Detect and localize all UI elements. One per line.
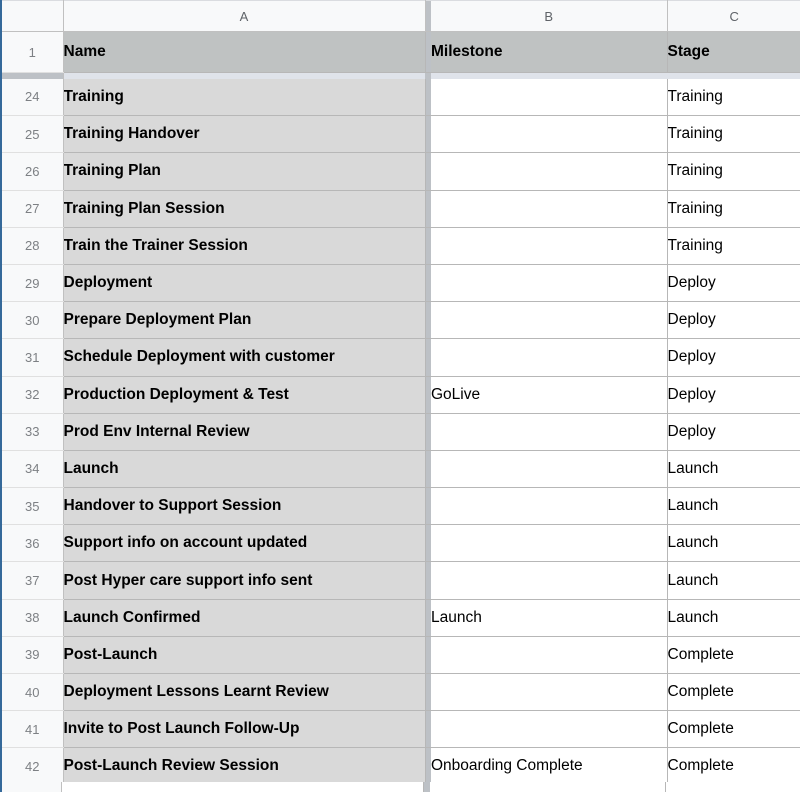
table-row — [1, 711, 800, 748]
cell-name[interactable]: Post Hyper care support info sent — [63, 562, 425, 599]
table-row — [1, 376, 800, 413]
header-cell-stage[interactable]: Stage — [667, 32, 800, 73]
cell-stage[interactable]: Launch — [667, 599, 800, 636]
header-cell-name[interactable]: Name — [63, 32, 425, 73]
row-header[interactable]: 24 — [1, 79, 63, 116]
row-header[interactable]: 41 — [1, 711, 63, 748]
filler-column-a — [62, 782, 424, 792]
cell-stage[interactable]: Deploy — [667, 264, 800, 301]
cell-name[interactable]: Post-Launch Review Session — [63, 748, 425, 785]
header-cell-milestone[interactable]: Milestone — [431, 32, 667, 73]
table-row — [1, 599, 800, 636]
cell-milestone[interactable] — [431, 302, 667, 339]
cell-stage[interactable]: Training — [667, 227, 800, 264]
cell-milestone[interactable] — [431, 339, 667, 376]
cell-name[interactable]: Handover to Support Session — [63, 488, 425, 525]
table-row — [1, 264, 800, 301]
column-header-a[interactable]: A — [63, 1, 425, 32]
grid-bottom-filler — [0, 782, 800, 792]
cell-stage[interactable]: Deploy — [667, 339, 800, 376]
table-row — [1, 339, 800, 376]
cell-name[interactable]: Training Handover — [63, 116, 425, 153]
filler-column-b — [430, 782, 666, 792]
row-header[interactable]: 25 — [1, 116, 63, 153]
table-row — [1, 525, 800, 562]
filler-column-c — [666, 782, 800, 792]
row-header[interactable]: 27 — [1, 190, 63, 227]
column-header-row — [1, 1, 800, 32]
filler-row-header — [0, 782, 62, 792]
row-header[interactable]: 38 — [1, 599, 63, 636]
row-header[interactable]: 42 — [1, 748, 63, 785]
table-row — [1, 413, 800, 450]
table-row — [1, 153, 800, 190]
cell-name[interactable]: Deployment — [63, 264, 425, 301]
cell-milestone[interactable] — [431, 264, 667, 301]
cell-stage[interactable]: Launch — [667, 525, 800, 562]
row-header[interactable]: 31 — [1, 339, 63, 376]
cell-name[interactable]: Prepare Deployment Plan — [63, 302, 425, 339]
table-row — [1, 79, 800, 116]
cell-stage[interactable]: Training — [667, 116, 800, 153]
row-header[interactable]: 36 — [1, 525, 63, 562]
cell-milestone[interactable] — [431, 674, 667, 711]
header-row-1 — [1, 32, 800, 73]
table-row — [1, 227, 800, 264]
cell-stage[interactable]: Complete — [667, 748, 800, 785]
table-row — [1, 450, 800, 487]
cell-stage[interactable]: Complete — [667, 636, 800, 673]
cell-name[interactable]: Training — [63, 79, 425, 116]
cell-stage[interactable]: Launch — [667, 450, 800, 487]
cell-milestone[interactable] — [431, 190, 667, 227]
cell-name[interactable]: Production Deployment & Test — [63, 376, 425, 413]
cell-milestone[interactable]: Onboarding Complete — [431, 748, 667, 785]
row-header[interactable]: 32 — [1, 376, 63, 413]
cell-milestone[interactable] — [431, 525, 667, 562]
cell-stage[interactable]: Training — [667, 79, 800, 116]
row-header[interactable]: 26 — [1, 153, 63, 190]
cell-milestone[interactable] — [431, 413, 667, 450]
cell-stage[interactable]: Launch — [667, 488, 800, 525]
cell-stage[interactable]: Training — [667, 190, 800, 227]
row-header[interactable]: 29 — [1, 264, 63, 301]
table-row — [1, 674, 800, 711]
cell-milestone[interactable] — [431, 450, 667, 487]
cell-stage[interactable]: Deploy — [667, 413, 800, 450]
cell-name[interactable]: Deployment Lessons Learnt Review — [63, 674, 425, 711]
column-header-c[interactable]: C — [667, 1, 800, 32]
cell-name[interactable]: Support info on account updated — [63, 525, 425, 562]
cell-name[interactable]: Invite to Post Launch Follow-Up — [63, 711, 425, 748]
cell-name[interactable]: Schedule Deployment with customer — [63, 339, 425, 376]
cell-milestone[interactable]: Launch — [431, 599, 667, 636]
cell-milestone[interactable] — [431, 711, 667, 748]
cell-stage[interactable]: Complete — [667, 674, 800, 711]
cell-milestone[interactable] — [431, 227, 667, 264]
cell-milestone[interactable] — [431, 488, 667, 525]
cell-stage[interactable]: Training — [667, 153, 800, 190]
cell-name[interactable]: Training Plan Session — [63, 190, 425, 227]
cell-milestone[interactable]: GoLive — [431, 376, 667, 413]
cell-milestone[interactable] — [431, 116, 667, 153]
cell-name[interactable]: Post-Launch — [63, 636, 425, 673]
cell-milestone[interactable] — [431, 636, 667, 673]
select-all-corner[interactable] — [1, 1, 63, 32]
table-row — [1, 488, 800, 525]
cell-name[interactable]: Training Plan — [63, 153, 425, 190]
cell-stage[interactable]: Launch — [667, 562, 800, 599]
row-header[interactable]: 33 — [1, 413, 63, 450]
cell-name[interactable]: Launch — [63, 450, 425, 487]
row-header[interactable]: 30 — [1, 302, 63, 339]
row-header-1[interactable]: 1 — [1, 32, 63, 73]
row-header[interactable]: 39 — [1, 636, 63, 673]
table-row — [1, 302, 800, 339]
column-header-b[interactable]: B — [431, 1, 667, 32]
cell-stage[interactable]: Deploy — [667, 302, 800, 339]
sheet-body — [1, 1, 800, 786]
cell-name[interactable]: Prod Env Internal Review — [63, 413, 425, 450]
cell-name[interactable]: Launch Confirmed — [63, 599, 425, 636]
row-header[interactable]: 35 — [1, 488, 63, 525]
row-header[interactable]: 40 — [1, 674, 63, 711]
cell-milestone[interactable] — [431, 562, 667, 599]
cell-stage[interactable]: Complete — [667, 711, 800, 748]
cell-milestone[interactable] — [431, 79, 667, 116]
table-row — [1, 748, 800, 785]
table-row — [1, 116, 800, 153]
table-row — [1, 636, 800, 673]
cell-stage[interactable]: Deploy — [667, 376, 800, 413]
table-row — [1, 562, 800, 599]
row-header[interactable]: 37 — [1, 562, 63, 599]
cell-name[interactable]: Train the Trainer Session — [63, 227, 425, 264]
table-row — [1, 190, 800, 227]
row-header[interactable]: 28 — [1, 227, 63, 264]
cell-milestone[interactable] — [431, 153, 667, 190]
row-header[interactable]: 34 — [1, 450, 63, 487]
